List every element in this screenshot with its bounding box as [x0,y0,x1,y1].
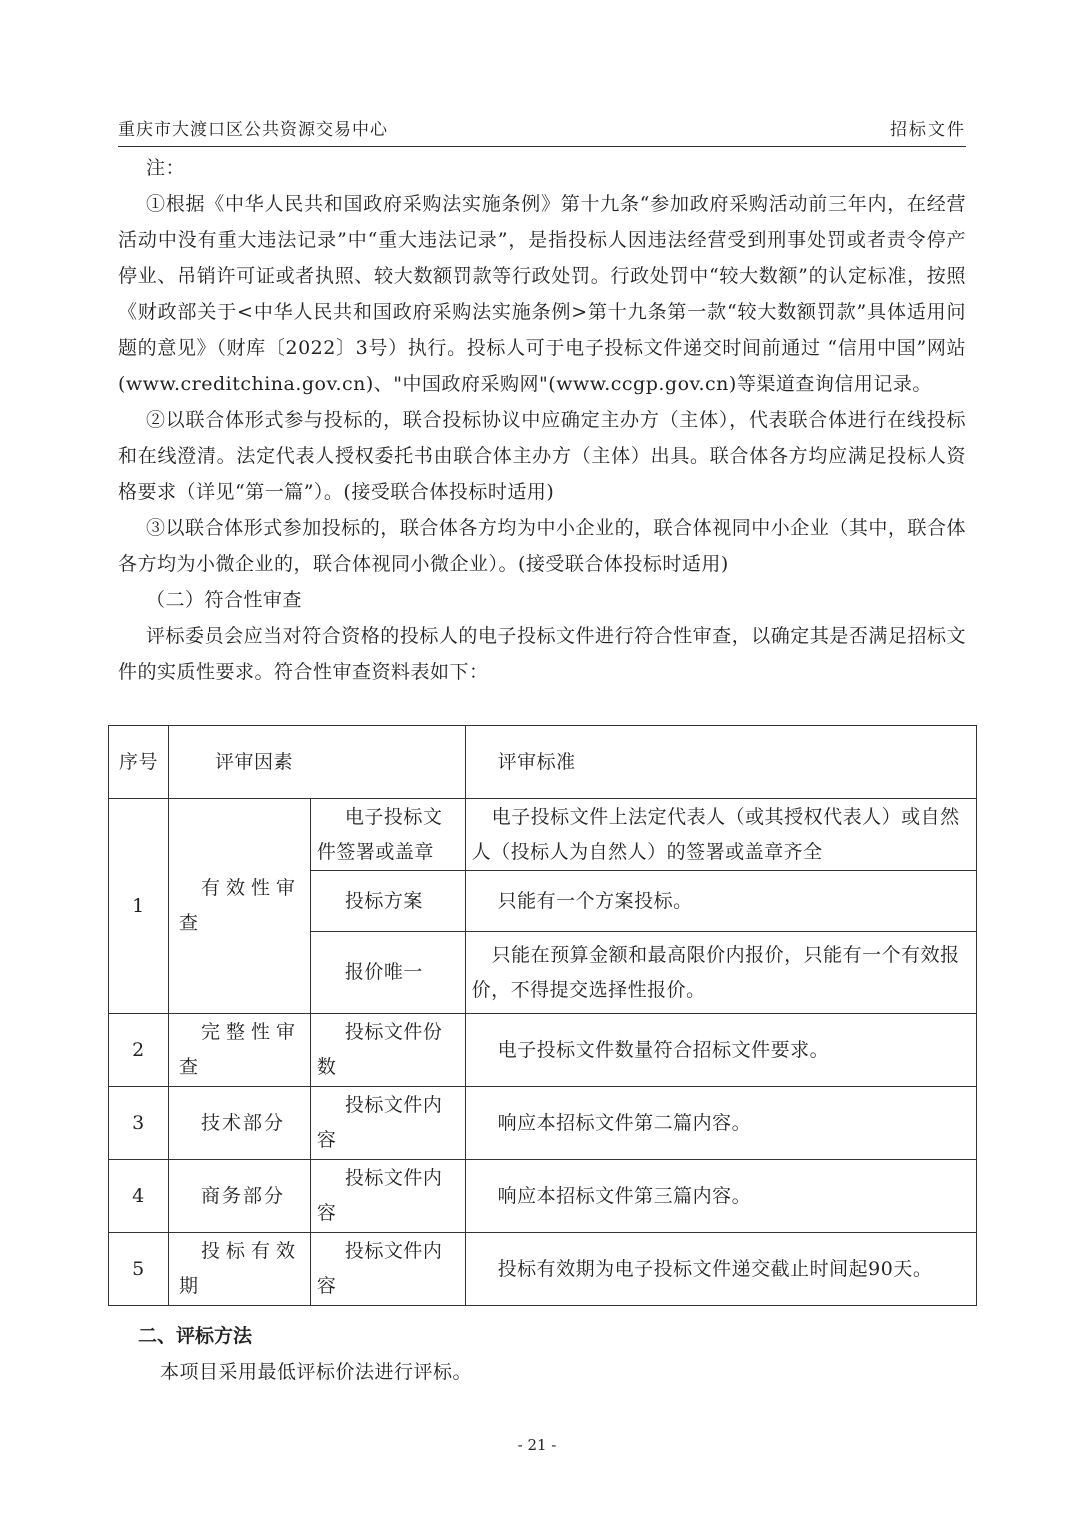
header-cell-factor: 评审因素 [168,726,465,799]
page-header [118,118,966,147]
evaluation-method-text: 本项目采用最低评标价法进行评标。 [160,1361,473,1383]
row-sub-item: 投标文件内容 [310,1160,465,1233]
row-standard: 响应本招标文件第二篇内容。 [465,1087,976,1160]
table-header-row [109,726,977,799]
header-organization: 重庆市大渡口区公共资源交易中心 [118,120,388,140]
notes-label: 注： [146,157,186,179]
row-factor: 完整性审查 [168,1014,310,1087]
conformity-review-table [108,725,977,1306]
row-standard: 电子投标文件数量符合招标文件要求。 [465,1014,976,1087]
row-sub-item: 投标方案 [310,871,465,932]
conformity-heading: （二）符合性审查 [146,589,303,611]
conformity-intro: 评标委员会应当对符合资格的投标人的电子投标文件进行符合性审查，以确定其是否满足招标文件的实质性要求。符合性审查资料表如下： [118,625,966,683]
table-row [109,1233,977,1306]
row-standard: 投标有效期为电子投标文件递交截止时间起90天。 [465,1233,976,1306]
table-row [109,1160,977,1233]
row-sub-item: 投标文件份数 [310,1014,465,1087]
row-standard: 电子投标文件上法定代表人（或其授权代表人）或自然人（投标人为自然人）的签署或盖章齐全 [465,799,976,871]
row-standard: 只能在预算金额和最高限价内报价，只能有一个有效报价，不得提交选择性报价。 [465,932,976,1014]
row-sub-item: 投标文件内容 [310,1233,465,1306]
row-factor: 投标有效期 [168,1233,310,1306]
table-row [109,1087,977,1160]
row-no: 2 [109,1014,169,1087]
evaluation-method-heading: 二、评标方法 [138,1325,253,1347]
header-document-type: 招标文件 [890,120,966,140]
page-number: - 21 - [517,1436,557,1454]
note-paragraph-1: ①根据《中华人民共和国政府采购法实施条例》第十九条“参加政府采购活动前三年内，在经营活动中没有重大违法记录”中“重大违法记录”，是指投标人因违法经营受到刑事处罚或者责令停产停业、吊销许可证或者执照、较大数额罚款等行政处罚。行政处罚中“较大数额”的认定标准，按照《财政部关于<中华人民共和国政府采购法实施条例>第十九条第一款“较大数额罚款”具体适用问题的意见》（财库〔2022〕3号）执行。投标人可于电子投标文件递交时间前通过 “信用中国”网站(www.creditchina.gov.cn)、"中国政府采购网"(www.ccgp.gov.cn)等渠道查询信用记录。 [118,193,966,395]
row-factor: 技术部分 [168,1087,310,1160]
table-row [109,1014,977,1087]
note-paragraph-2: ②以联合体形式参与投标的，联合投标协议中应确定主办方（主体），代表联合体进行在线投标和在线澄清。法定代表人授权委托书由联合体主办方（主体）出具。联合体各方均应满足投标人资格要求（详见“第一篇”）。(接受联合体投标时适用) [118,409,966,503]
row-standard: 响应本招标文件第三篇内容。 [465,1160,976,1233]
row-no: 1 [109,799,169,1014]
document-body [118,150,966,690]
row-sub-item: 投标文件内容 [310,1087,465,1160]
row-sub-item: 电子投标文件签署或盖章 [310,799,465,871]
row-sub-item: 报价唯一 [310,932,465,1014]
row-factor: 有效性审查 [168,799,310,1014]
row-no: 3 [109,1087,169,1160]
header-cell-standard: 评审标准 [465,726,976,799]
note-paragraph-3: ③以联合体形式参加投标的，联合体各方均为中小企业的，联合体视同中小企业（其中，联合体各方均为小微企业的，联合体视同小微企业）。(接受联合体投标时适用) [118,517,966,575]
table-row [109,799,977,871]
header-cell-no: 序号 [109,726,169,799]
row-factor: 商务部分 [168,1160,310,1233]
row-no: 5 [109,1233,169,1306]
row-no: 4 [109,1160,169,1233]
row-standard: 只能有一个方案投标。 [465,871,976,932]
